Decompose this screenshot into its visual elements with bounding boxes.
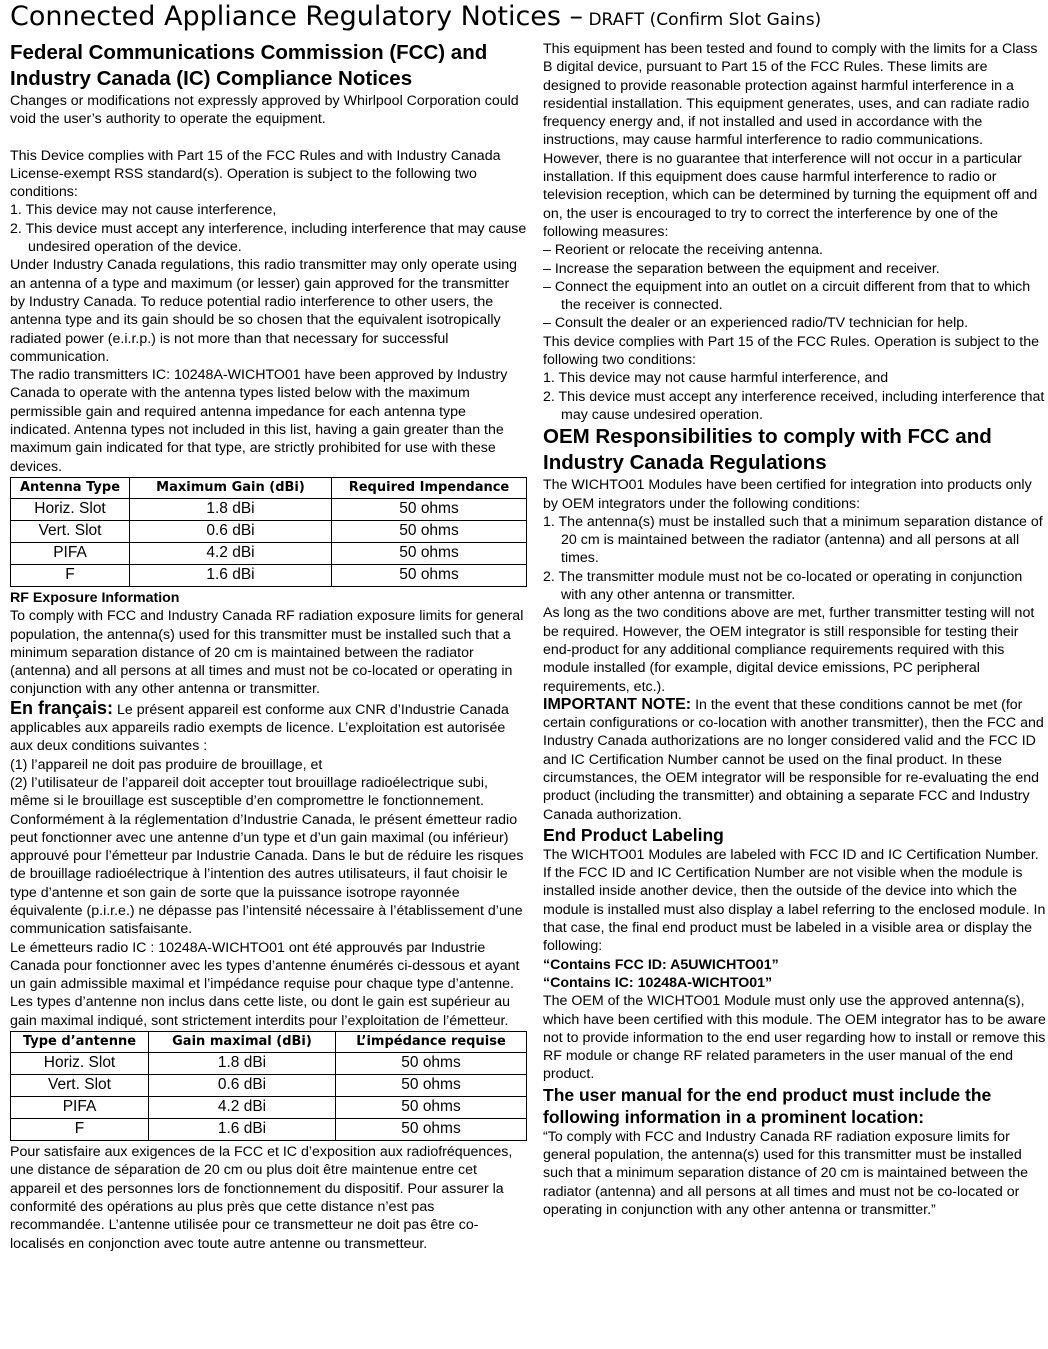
document-title — [10, 0, 821, 37]
french-intro-text: Le présent appareil est conforme aux CNR d’Industrie Canada applicables aux appareils radio exempts de licence. L’exploitation est autorisée aux deux conditions suivantes : — [10, 701, 509, 755]
fcc-ic-heading: Federal Communications Commission (FCC) and Industry Canada (IC) Compliance Notices — [10, 41, 488, 90]
table-row — [11, 1075, 527, 1097]
condition-item: (1) l’appareil ne doit pas produire de brouillage, et — [10, 756, 323, 773]
rf-exposure-heading: RF Exposure Information — [10, 589, 180, 606]
column-header: L’impédance requise — [336, 1032, 527, 1053]
table-row — [11, 564, 527, 586]
conditions-list — [543, 369, 1046, 424]
table-header-row — [11, 1032, 527, 1053]
table-cell: PIFA — [11, 1097, 149, 1119]
french-approval-statement: Le émetteurs radio IC : 10248A-WICHTO01 ont été approuvés par Industrie Canada pour fonctionner avec les types d’antenne énumérés ci-dessous et ayant un gain admissible maximal et l’impédance requise pour chaque type d’antenne. Les types d’antenne non inclus dans cette liste, ou dont le gain est supérieur au gain maximal indiqué, sont strictement interdits pour l’exploitation de l’émetteur. — [10, 939, 520, 1029]
french-conditions-list — [10, 756, 528, 811]
table-row — [11, 498, 527, 520]
table-row — [11, 1053, 527, 1075]
important-note-text: In the event that these conditions cannot be met (for certain configurations or co-location with another transmitter), then the FCC and Industry Canada authorizations are no longer considered valid and the FCC ID and IC Certification Number cannot be used on the final product. In these circumstances, the OEM integrator will be responsible for re-evaluating the end product (including the transmitter) and obtaining a separate FCC and Industry Canada authorization. — [543, 696, 1044, 823]
column-header: Maximum Gain (dBi) — [130, 477, 332, 498]
table-cell: PIFA — [11, 542, 130, 564]
table-cell: 4.2 dBi — [149, 1097, 336, 1119]
table-header-row — [11, 477, 527, 498]
table-cell: F — [11, 564, 130, 586]
table-cell: Vert. Slot — [11, 1075, 149, 1097]
oem-conditions-list — [543, 513, 1046, 604]
draft-note: DRAFT (Confirm Slot Gains) — [583, 10, 822, 30]
user-manual-heading: The user manual for the end product must include the following information in a prominent location: — [543, 1084, 992, 1127]
table-cell: 1.6 dBi — [130, 564, 332, 586]
table-cell: F — [11, 1119, 149, 1141]
measure-item: – Reorient or relocate the receiving antenna. — [543, 242, 823, 259]
column-header: Gain maximal (dBi) — [149, 1032, 336, 1053]
table-cell: 50 ohms — [332, 564, 527, 586]
french-antenna-regulation: Conformément à la réglementation d’Industrie Canada, le présent émetteur radio peut fonctionner avec une antenne d’un type et d’un gain maximal (ou inférieur) approuvé pour l’émetteur par Industrie Canada. Dans le but de réduire les risques de brouillage radioélectrique à l’intention des autres utilisateurs, il faut choisir le type d’antenne et son gain de sorte que la puissance isotrope rayonnée équivalente (p.i.r.e.) ne dépasse pas l’intensité nécessaire à l’établissement d’une communication satisfaisante. — [10, 811, 524, 938]
oem-intro: The WICHTO01 Modules have been certified for integration into products only by OEM integrators under the following conditions: — [543, 477, 1032, 512]
condition-item: 2. This device must accept any interference received, including interference that may cause undesired operation. — [543, 388, 1045, 423]
column-header: Required Impendance — [332, 477, 527, 498]
labeling-heading: End Product Labeling — [543, 824, 724, 845]
table-cell: Horiz. Slot — [11, 498, 130, 520]
column-header: Type d’antenne — [11, 1032, 149, 1053]
table-cell: 4.2 dBi — [130, 542, 332, 564]
table-cell: Vert. Slot — [11, 520, 130, 542]
condition-item: 1. This device may not cause harmful interference, and — [543, 370, 889, 387]
table-cell: 50 ohms — [332, 520, 527, 542]
condition-item: 2. The transmitter module must not be co-located or operating in conjunction with any other antenna or transmitter. — [543, 568, 1023, 604]
measure-item: – Connect the equipment into an outlet on a circuit different from that to which the receiver is connected. — [543, 278, 1031, 314]
column-header: Antenna Type — [11, 477, 130, 498]
ic-approval-statement: The radio transmitters IC: 10248A-WICHTO01 have been approved by Industry Canada to operate with the antenna types listed below with the maximum permissible gain and required antenna impedance for each antenna type indicated. Antenna types not included in this list, having a gain greater than the maximum gain indicated for that type, are strictly prohibited for use with these devices. — [10, 367, 508, 475]
oem-heading: OEM Responsibilities to comply with FCC and Industry Canada Regulations — [543, 425, 992, 475]
table-cell: 0.6 dBi — [149, 1075, 336, 1097]
table-row — [11, 1119, 527, 1141]
table-cell: 50 ohms — [336, 1053, 527, 1075]
measures-list — [543, 241, 1046, 332]
document-title-text: Connected Appliance Regulatory Notices – — [10, 1, 584, 32]
important-note — [543, 696, 1046, 824]
part15-statement: This Device complies with Part 15 of the FCC Rules and with Industry Canada License-exempt RSS standard(s). Operation is subject to the following two conditions: — [10, 147, 501, 201]
table-row — [11, 1097, 527, 1119]
french-intro — [10, 699, 528, 756]
table-cell: 0.6 dBi — [130, 520, 332, 542]
french-rf-exposure-text: Pour satisfaire aux exigences de la FCC et IC d’exposition aux radiofréquences, une distance de séparation de 20 cm ou plus doit être maintenue entre cet appareil et des personnes lors de fonctionnement du dispositif. Pour assurer la conformité des opérations au plus près que cette distance n’est pas recommandée. L’antenne utilisée pour ce transmetteur ne doit pas être co-localisés en conjonction avec toute autre antenne ou transmetteur. — [10, 1144, 513, 1252]
class-b-statement: This equipment has been tested and found to comply with the limits for a Class B digital device, pursuant to Part 15 of the FCC Rules. These limits are designed to provide reasonable protection against harmful interference in a residential installation. This equipment generates, uses, and can radiate radio frequency energy and, if not installed and used in accordance with the instructions, may cause harmful interference to radio communications. However, there is no guarantee that interference will not occur in a particular installation. If this equipment does cause harmful interference to radio or television reception, which can be determined by turning the equipment off and on, the user is encouraged to try to correct the interference by one of the following measures: — [543, 41, 1038, 240]
condition-item: 1. This device may not cause interference, — [10, 202, 277, 219]
ic-antenna-regulation: Under Industry Canada regulations, this radio transmitter may only operate using an antenna of a type and maximum (or lesser) gain approved for the transmitter by Industry Canada. To reduce potential radio interference to other users, the antenna type and its gain should be so chosen that the equivalent isotropically radiated power (e.i.r.p.) is not more than that necessary for successful communication. — [10, 257, 518, 365]
important-note-label: IMPORTANT NOTE: — [543, 695, 692, 713]
conditions-list — [10, 201, 528, 256]
spacer — [10, 129, 528, 147]
table-cell: 50 ohms — [336, 1119, 527, 1141]
rf-exposure-text: To comply with FCC and Industry Canada RF radiation exposure limits for general population, the antenna(s) used for this transmitter must be installed such that a minimum separation distance of 20 cm is maintained between the radiator (antenna) and all persons at all times and must not be co-located or operating in conjunction with any other antenna or transmitter. — [10, 608, 524, 698]
user-manual-text: “To comply with FCC and Industry Canada RF radiation exposure limits for general population, the antenna(s) used for this transmitter must be installed such that a minimum separation distance of 20 cm is maintained between the radiator (antenna) and all persons at all times and must not be co-located or operating in conjunction with any other antenna or transmitter.” — [543, 1128, 1029, 1218]
measure-item: – Consult the dealer or an experienced radio/TV technician for help. — [543, 315, 969, 332]
condition-item: 1. The antenna(s) must be installed such that a minimum separation distance of 20 cm is maintained between the radiator (antenna) and all persons at all times. — [543, 513, 1043, 567]
table-row — [11, 542, 527, 564]
table-cell: 1.6 dBi — [149, 1119, 336, 1141]
table-row — [11, 520, 527, 542]
part15-statement: This device complies with Part 15 of the FCC Rules. Operation is subject to the following two conditions: — [543, 333, 1039, 369]
ic-id-label: “Contains IC: 10248A-WICHTO01” — [543, 974, 773, 991]
table-cell: 1.8 dBi — [149, 1053, 336, 1075]
condition-item: (2) l’utilisateur de l’appareil doit accepter tout brouillage radioélectrique subi, même si le brouillage est susceptible d’en compromettre le fonctionnement. — [10, 774, 488, 810]
antenna-table-english — [10, 477, 527, 587]
table-cell: 50 ohms — [336, 1097, 527, 1119]
oem-antenna-text: The OEM of the WICHTO01 Module must only use the approved antenna(s), which have been certified with this module. The OEM integrator has to be aware not to provide information to the end user regarding how to install or remove this RF module or change RF related parameters in the user manual of the end product. — [543, 993, 1046, 1083]
table-cell: 50 ohms — [332, 542, 527, 564]
labeling-text: The WICHTO01 Modules are labeled with FCC ID and IC Certification Number. If the FCC ID and IC Certification Number are not visible when the module is installed inside another device, then the outside of the device into which the module is installed must also display a label referring to the enclosed module. In that case, the final end product must be labeled in a visible area or display the following: — [543, 846, 1046, 955]
left-column — [10, 40, 528, 1253]
fcc-id-label: “Contains FCC ID: A5UWICHTO01” — [543, 956, 779, 973]
oem-testing-text: As long as the two conditions above are met, further transmitter testing will not be required. However, the OEM integrator is still responsible for testing their end-product for any additional compliance requirements required with this module installed (for example, digital device emissions, PC peripheral requirements, etc.). — [543, 605, 1035, 695]
table-cell: Horiz. Slot — [11, 1053, 149, 1075]
table-cell: 50 ohms — [336, 1075, 527, 1097]
right-column — [543, 40, 1046, 1219]
measure-item: – Increase the separation between the equipment and receiver. — [543, 260, 940, 277]
table-cell: 50 ohms — [332, 498, 527, 520]
table-cell: 1.8 dBi — [130, 498, 332, 520]
modification-warning: Changes or modifications not expressly approved by Whirlpool Corporation could void the user’s authority to operate the equipment. — [10, 93, 519, 128]
antenna-table-french — [10, 1031, 527, 1141]
condition-item: 2. This device must accept any interference, including interference that may cause undesired operation of the device. — [10, 220, 527, 256]
french-heading: En français: — [10, 697, 114, 718]
